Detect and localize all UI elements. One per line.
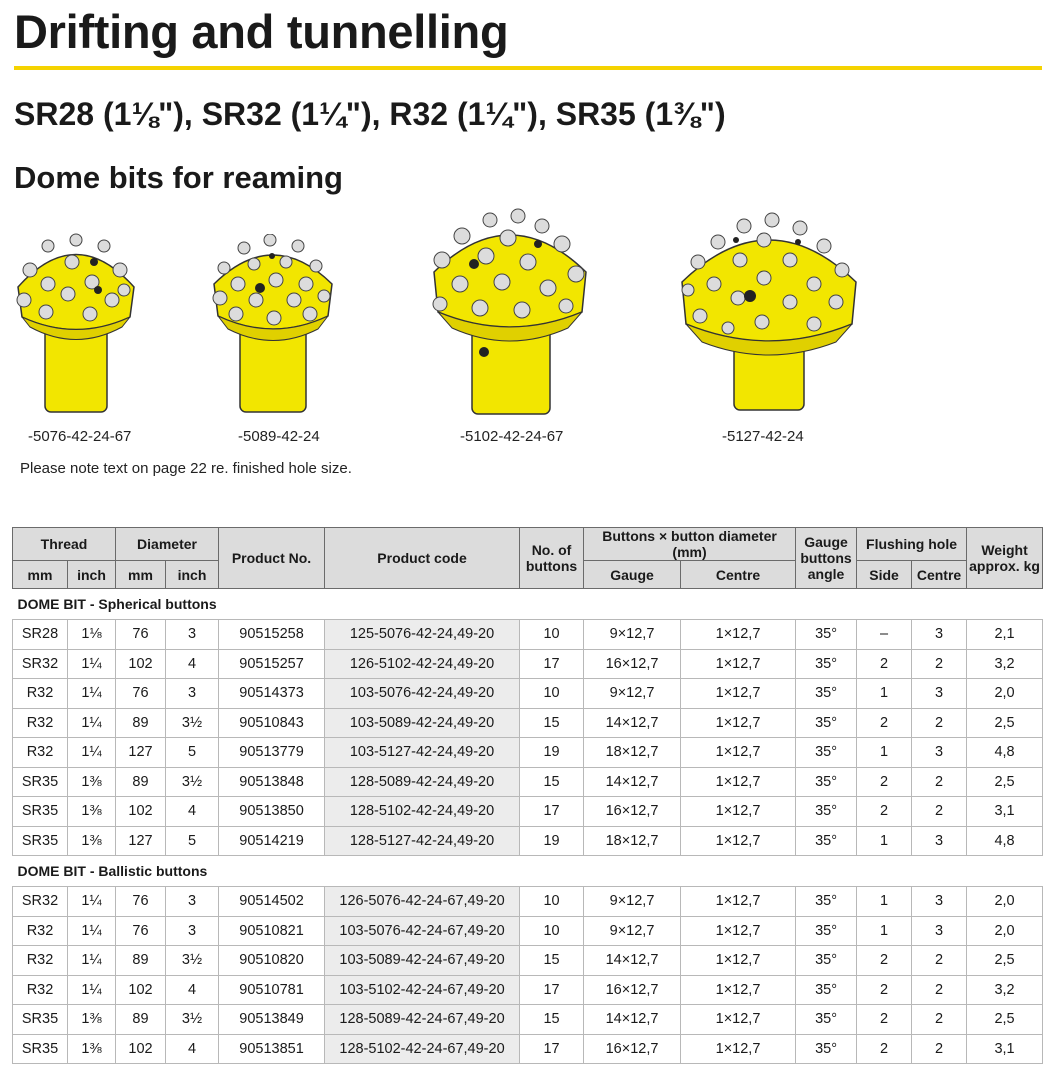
table-cell: 3½ xyxy=(166,708,219,738)
section-title: Dome bits for reaming xyxy=(14,160,343,195)
table-cell: SR32 xyxy=(13,649,68,679)
table-cell: 90515257 xyxy=(219,649,325,679)
header-gauge-angle: Gauge buttons angle xyxy=(796,528,857,589)
thread-subtitle: SR28 (1⅛"), SR32 (1¼"), R32 (1¼"), SR35 (1⅜") xyxy=(14,96,726,132)
table-cell: 16×12,7 xyxy=(584,1034,681,1064)
table-cell: 1×12,7 xyxy=(681,620,796,650)
table-cell: 90513851 xyxy=(219,1034,325,1064)
table-cell: 1⅛ xyxy=(68,620,116,650)
table-cell: 90513848 xyxy=(219,767,325,797)
table-cell: 15 xyxy=(520,708,584,738)
table-cell: 10 xyxy=(520,620,584,650)
table-cell: – xyxy=(857,620,912,650)
table-body xyxy=(13,589,1043,1064)
table-cell: 35° xyxy=(796,975,857,1005)
table-cell: 1×12,7 xyxy=(681,916,796,946)
table-cell: 1×12,7 xyxy=(681,826,796,856)
table-cell: 1⅜ xyxy=(68,1005,116,1035)
table-cell: 76 xyxy=(116,679,166,709)
table-cell: 128-5102-42-24-67,49-20 xyxy=(325,1034,520,1064)
table-cell: 1×12,7 xyxy=(681,887,796,917)
table-row xyxy=(13,679,1043,709)
header-flushing-centre: Centre xyxy=(912,561,967,589)
table-cell: 1×12,7 xyxy=(681,975,796,1005)
table-cell: 15 xyxy=(520,946,584,976)
table-cell: 17 xyxy=(520,797,584,827)
table-cell: 9×12,7 xyxy=(584,620,681,650)
table-cell: R32 xyxy=(13,738,68,768)
table-cell: 3½ xyxy=(166,767,219,797)
table-row xyxy=(13,708,1043,738)
table-cell: 16×12,7 xyxy=(584,649,681,679)
table-cell: 127 xyxy=(116,738,166,768)
table-cell: 2,0 xyxy=(967,887,1043,917)
table-cell: 90514502 xyxy=(219,887,325,917)
dome-bit-5127-image xyxy=(678,212,860,412)
table-cell: 90513850 xyxy=(219,797,325,827)
table-cell: 2 xyxy=(912,1034,967,1064)
table-cell: 1×12,7 xyxy=(681,679,796,709)
table-cell: 2,5 xyxy=(967,1005,1043,1035)
table-row xyxy=(13,649,1043,679)
table-cell: 3 xyxy=(912,620,967,650)
table-cell: 1×12,7 xyxy=(681,738,796,768)
table-cell: 4,8 xyxy=(967,826,1043,856)
table-cell: SR35 xyxy=(13,797,68,827)
table-cell: 2 xyxy=(912,649,967,679)
table-cell: 2 xyxy=(912,1005,967,1035)
table-cell: 10 xyxy=(520,679,584,709)
table-cell: 102 xyxy=(116,1034,166,1064)
table-row xyxy=(13,1034,1043,1064)
table-cell: 2,5 xyxy=(967,767,1043,797)
table-cell: 90513779 xyxy=(219,738,325,768)
table-cell: 3 xyxy=(166,679,219,709)
table-cell: 90510821 xyxy=(219,916,325,946)
table-cell: 1 xyxy=(857,887,912,917)
table-cell: 90510843 xyxy=(219,708,325,738)
table-cell: 3,2 xyxy=(967,649,1043,679)
table-row xyxy=(13,767,1043,797)
header-diameter-mm: mm xyxy=(116,561,166,589)
table-cell: 90513849 xyxy=(219,1005,325,1035)
table-cell: 1×12,7 xyxy=(681,946,796,976)
table-cell: 1×12,7 xyxy=(681,1005,796,1035)
header-weight: Weight approx. kg xyxy=(967,528,1043,589)
table-cell: 14×12,7 xyxy=(584,767,681,797)
table-cell: SR35 xyxy=(13,1005,68,1035)
table-cell: 35° xyxy=(796,738,857,768)
table-cell: SR35 xyxy=(13,767,68,797)
table-cell: 35° xyxy=(796,1005,857,1035)
table-cell: 1⅜ xyxy=(68,1034,116,1064)
table-cell: R32 xyxy=(13,946,68,976)
table-cell: R32 xyxy=(13,916,68,946)
header-thread: Thread xyxy=(13,528,116,561)
table-cell: 102 xyxy=(116,975,166,1005)
table-row xyxy=(13,826,1043,856)
table-cell: 3 xyxy=(912,738,967,768)
table-cell: 4 xyxy=(166,797,219,827)
table-cell: 103-5127-42-24,49-20 xyxy=(325,738,520,768)
table-cell: 35° xyxy=(796,916,857,946)
table-cell: 1¼ xyxy=(68,649,116,679)
group-title: DOME BIT - Spherical buttons xyxy=(13,589,1043,620)
table-cell: 3½ xyxy=(166,946,219,976)
table-cell: 4 xyxy=(166,975,219,1005)
table-cell: 1×12,7 xyxy=(681,767,796,797)
header-thread-inch: inch xyxy=(68,561,116,589)
table-cell: 1¼ xyxy=(68,708,116,738)
hole-size-note: Please note text on page 22 re. finished hole size. xyxy=(20,460,352,477)
table-row xyxy=(13,620,1043,650)
table-cell: 14×12,7 xyxy=(584,708,681,738)
header-centre: Centre xyxy=(681,561,796,589)
table-cell: 102 xyxy=(116,797,166,827)
table-cell: 3 xyxy=(166,620,219,650)
table-cell: 16×12,7 xyxy=(584,975,681,1005)
header-gauge: Gauge xyxy=(584,561,681,589)
table-cell: 35° xyxy=(796,1034,857,1064)
table-cell: 3 xyxy=(912,887,967,917)
table-cell: 2 xyxy=(857,708,912,738)
table-cell: 90514219 xyxy=(219,826,325,856)
table-cell: 2,1 xyxy=(967,620,1043,650)
table-row xyxy=(13,946,1043,976)
table-cell: 1¼ xyxy=(68,738,116,768)
table-cell: 10 xyxy=(520,887,584,917)
table-cell: 127 xyxy=(116,826,166,856)
dome-bit-5089-image xyxy=(210,234,336,414)
product-table xyxy=(12,527,1043,1064)
bit-label: -5076-42-24-67 xyxy=(28,428,132,445)
table-cell: 18×12,7 xyxy=(584,738,681,768)
table-row xyxy=(13,887,1043,917)
table-cell: 5 xyxy=(166,826,219,856)
table-cell: 126-5102-42-24,49-20 xyxy=(325,649,520,679)
table-cell: 35° xyxy=(796,767,857,797)
table-cell: 4,8 xyxy=(967,738,1043,768)
table-cell: 9×12,7 xyxy=(584,679,681,709)
table-cell: 76 xyxy=(116,887,166,917)
table-cell: 17 xyxy=(520,975,584,1005)
table-cell: 89 xyxy=(116,946,166,976)
table-cell: 2,5 xyxy=(967,946,1043,976)
table-cell: 4 xyxy=(166,1034,219,1064)
table-cell: 3 xyxy=(912,679,967,709)
table-cell: 2 xyxy=(912,767,967,797)
table-cell: 17 xyxy=(520,649,584,679)
table-cell: 103-5089-42-24-67,49-20 xyxy=(325,946,520,976)
table-cell: 18×12,7 xyxy=(584,826,681,856)
table-cell: 102 xyxy=(116,649,166,679)
table-cell: 1⅜ xyxy=(68,826,116,856)
table-cell: 76 xyxy=(116,916,166,946)
table-cell: 19 xyxy=(520,738,584,768)
table-cell: 15 xyxy=(520,767,584,797)
table-cell: 2 xyxy=(857,767,912,797)
table-cell: 17 xyxy=(520,1034,584,1064)
table-cell: 1 xyxy=(857,738,912,768)
table-cell: 1 xyxy=(857,679,912,709)
table-cell: 2,0 xyxy=(967,916,1043,946)
header-diameter: Diameter xyxy=(116,528,219,561)
table-cell: 2 xyxy=(857,1005,912,1035)
table-cell: 89 xyxy=(116,708,166,738)
table-cell: 128-5127-42-24,49-20 xyxy=(325,826,520,856)
header-no-of-buttons: No. of buttons xyxy=(520,528,584,589)
table-cell: 3½ xyxy=(166,1005,219,1035)
header-thread-mm: mm xyxy=(13,561,68,589)
table-cell: 2 xyxy=(857,946,912,976)
table-cell: 1 xyxy=(857,826,912,856)
header-flushing-hole: Flushing hole xyxy=(857,528,967,561)
table-cell: 1×12,7 xyxy=(681,708,796,738)
table-cell: 3 xyxy=(166,887,219,917)
dome-bit-5076-image xyxy=(12,232,140,414)
table-cell: 9×12,7 xyxy=(584,887,681,917)
table-cell: 2 xyxy=(857,975,912,1005)
table-row xyxy=(13,975,1043,1005)
table-cell: 35° xyxy=(796,797,857,827)
table-cell: 9×12,7 xyxy=(584,916,681,946)
table-cell: 1¼ xyxy=(68,679,116,709)
table-cell: 2 xyxy=(857,1034,912,1064)
table-row xyxy=(13,738,1043,768)
table-cell: 128-5089-42-24,49-20 xyxy=(325,767,520,797)
table-cell: 16×12,7 xyxy=(584,797,681,827)
bit-label: -5089-42-24 xyxy=(238,428,320,445)
table-cell: 2 xyxy=(912,797,967,827)
table-cell: 2,5 xyxy=(967,708,1043,738)
table-cell: 1¼ xyxy=(68,887,116,917)
header-buttons-diameter: Buttons × button diameter (mm) xyxy=(584,528,796,561)
table-cell: 5 xyxy=(166,738,219,768)
table-cell: SR35 xyxy=(13,826,68,856)
table-row xyxy=(13,797,1043,827)
table-cell: 35° xyxy=(796,826,857,856)
table-cell: 2 xyxy=(857,797,912,827)
table-cell: 14×12,7 xyxy=(584,1005,681,1035)
table-cell: 103-5076-42-24,49-20 xyxy=(325,679,520,709)
table-cell: 2 xyxy=(857,649,912,679)
header-side: Side xyxy=(857,561,912,589)
group-title: DOME BIT - Ballistic buttons xyxy=(13,856,1043,887)
table-cell: 126-5076-42-24-67,49-20 xyxy=(325,887,520,917)
table-cell: 3 xyxy=(166,916,219,946)
table-cell: 14×12,7 xyxy=(584,946,681,976)
table-cell: 125-5076-42-24,49-20 xyxy=(325,620,520,650)
table-cell: 89 xyxy=(116,767,166,797)
table-cell: 128-5102-42-24,49-20 xyxy=(325,797,520,827)
table-cell: R32 xyxy=(13,679,68,709)
table-cell: 35° xyxy=(796,708,857,738)
title-rule xyxy=(14,66,1042,70)
table-cell: SR35 xyxy=(13,1034,68,1064)
table-cell: 19 xyxy=(520,826,584,856)
table-cell: SR32 xyxy=(13,887,68,917)
table-cell: 3,2 xyxy=(967,975,1043,1005)
table-cell: 1⅜ xyxy=(68,797,116,827)
table-cell: R32 xyxy=(13,708,68,738)
table-cell: 35° xyxy=(796,620,857,650)
table-cell: 35° xyxy=(796,679,857,709)
table-row xyxy=(13,1005,1043,1035)
table-cell: 103-5089-42-24,49-20 xyxy=(325,708,520,738)
dome-bit-5102-image xyxy=(430,208,590,416)
table-cell: 1¼ xyxy=(68,975,116,1005)
table-cell: 35° xyxy=(796,887,857,917)
table-cell: 10 xyxy=(520,916,584,946)
table-cell: 15 xyxy=(520,1005,584,1035)
table-cell: 89 xyxy=(116,1005,166,1035)
table-cell: R32 xyxy=(13,975,68,1005)
header-diameter-inch: inch xyxy=(166,561,219,589)
table-cell: 1¼ xyxy=(68,916,116,946)
table-cell: 35° xyxy=(796,649,857,679)
table-cell: 1×12,7 xyxy=(681,797,796,827)
group-row xyxy=(13,856,1043,887)
table-cell: 1⅜ xyxy=(68,767,116,797)
table-cell: 3,1 xyxy=(967,797,1043,827)
table-cell: 3,1 xyxy=(967,1034,1043,1064)
table-cell: 90510781 xyxy=(219,975,325,1005)
table-cell: 103-5102-42-24-67,49-20 xyxy=(325,975,520,1005)
table-cell: 90510820 xyxy=(219,946,325,976)
table-cell: 90514373 xyxy=(219,679,325,709)
table-cell: 2 xyxy=(912,946,967,976)
table-cell: 4 xyxy=(166,649,219,679)
table-cell: 1¼ xyxy=(68,946,116,976)
table-cell: 2,0 xyxy=(967,679,1043,709)
table-cell: 3 xyxy=(912,826,967,856)
table-cell: SR28 xyxy=(13,620,68,650)
bit-label: -5127-42-24 xyxy=(722,428,804,445)
table-cell: 2 xyxy=(912,708,967,738)
table-cell: 1 xyxy=(857,916,912,946)
table-cell: 76 xyxy=(116,620,166,650)
table-cell: 2 xyxy=(912,975,967,1005)
table-cell: 128-5089-42-24-67,49-20 xyxy=(325,1005,520,1035)
table-cell: 1×12,7 xyxy=(681,649,796,679)
header-product-code: Product code xyxy=(325,528,520,589)
page-title: Drifting and tunnelling xyxy=(14,5,509,58)
bit-label: -5102-42-24-67 xyxy=(460,428,564,445)
table-cell: 90515258 xyxy=(219,620,325,650)
table-cell: 1×12,7 xyxy=(681,1034,796,1064)
group-row xyxy=(13,589,1043,620)
table-cell: 103-5076-42-24-67,49-20 xyxy=(325,916,520,946)
table-cell: 35° xyxy=(796,946,857,976)
table-row xyxy=(13,916,1043,946)
header-product-no: Product No. xyxy=(219,528,325,589)
table-cell: 3 xyxy=(912,916,967,946)
